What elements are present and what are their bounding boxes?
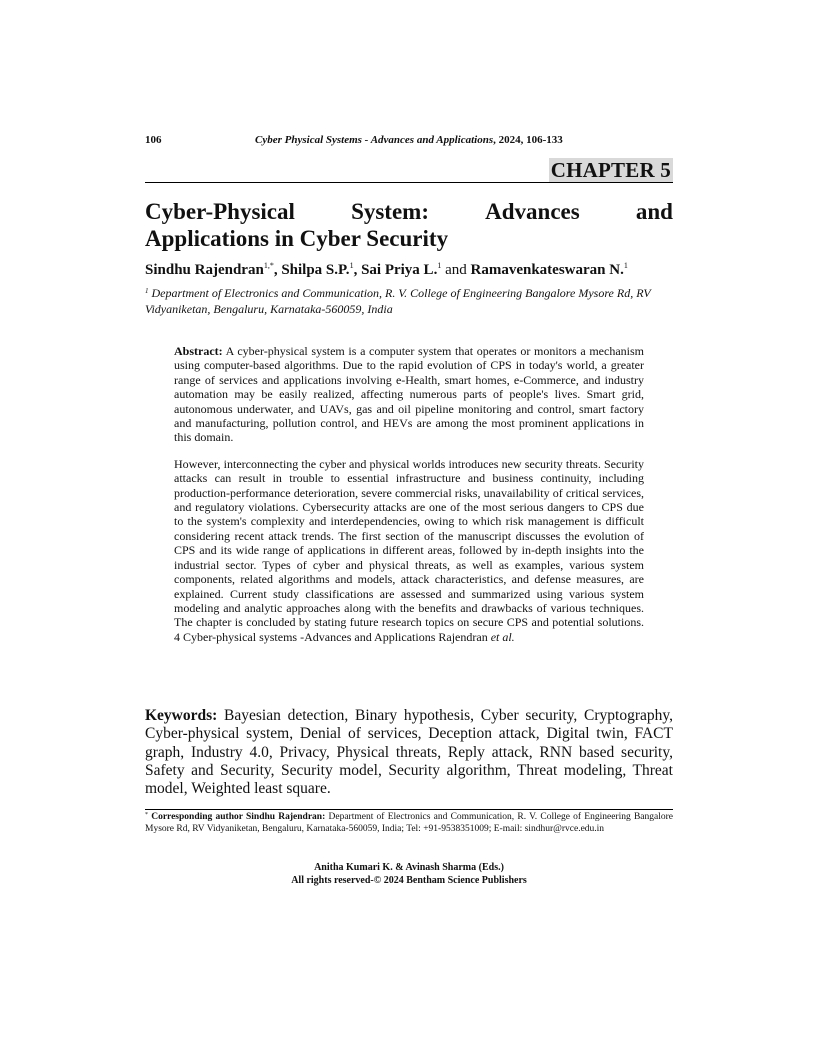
affiliation-mark: 1 — [145, 287, 149, 295]
author-name: Sai Priya L. — [361, 262, 438, 278]
abstract — [174, 344, 644, 644]
journal-title: Cyber Physical Systems - Advances and Applications — [255, 134, 494, 146]
author-name: Shilpa S.P. — [281, 262, 350, 278]
editors-line: Anitha Kumari K. & Avinash Sharma (Eds.) — [314, 862, 504, 873]
chapter-title — [145, 198, 673, 252]
publisher-info — [145, 862, 673, 887]
abstract-text: A cyber-physical system is a computer system that operates or monitors a mechanism using computer-based algorithms. Due to the rapid evolution of CPS in today's world, a greater range of services and applications involving e-Health, smart homes, e-Commerce, and industry automation may be easily realized, affecting numerous parts of people's lives. Smart grid, autonomous underwater, and UAVs, gas and oil pipeline monitoring and control, smart factory and manufacturing, pollution control, and HEVs are among the most prominent applications in this domain. — [174, 344, 644, 445]
corresponding-author-footnote — [145, 812, 673, 836]
abstract-paragraph-2 — [174, 457, 644, 644]
abstract-paragraph-1 — [174, 344, 644, 445]
author-separator: and — [441, 262, 471, 278]
title-line-2: Applications in Cyber Security — [145, 226, 449, 251]
author-list — [145, 261, 673, 279]
author-separator: , — [353, 262, 362, 278]
title-word: and — [635, 199, 673, 224]
author-name: Sindhu Rajendran — [145, 262, 264, 278]
chapter-label: CHAPTER 5 — [550, 158, 671, 182]
keywords-text: Bayesian detection, Binary hypothesis, Cyber security, Cryptography, Cyber-physical system, Denial of services, Deception attack, Digital twin, FACT graph, Industry 4.0, Privacy, Physical threats, Reply attack, RNN based security, Safety and Security, Security model, Security algorithm, Threat modeling, Threat model, Weighted least square. — [145, 707, 673, 798]
affiliation-text: Department of Electronics and Communication, R. V. College of Engineering Bangalore Mysore Rd, RV Vidyaniketan, Bengaluru, Karnataka-560059, India — [145, 286, 651, 316]
abstract-italic-text: et al. — [490, 629, 515, 644]
author-affiliation-mark: 1 — [349, 261, 354, 270]
page-number: 106 — [145, 134, 162, 146]
chapter-divider — [145, 182, 673, 183]
title-word: System: — [351, 199, 429, 224]
affiliation — [145, 285, 673, 317]
journal-details: , 2024, 106-133 — [493, 134, 563, 146]
footnote-divider — [145, 809, 673, 810]
author-name: Ramavenkateswaran N. — [470, 262, 624, 278]
footnote-mark: * — [145, 812, 148, 818]
footnote-label: Corresponding author Sindhu Rajendran: — [148, 812, 326, 822]
keywords — [145, 707, 673, 798]
author-affiliation-mark: 1 — [623, 261, 628, 270]
title-line-1 — [145, 198, 673, 225]
title-word: Cyber-Physical — [145, 199, 295, 224]
abstract-label: Abstract: — [174, 344, 223, 358]
author-separator: , — [273, 262, 282, 278]
journal-citation — [255, 133, 563, 147]
keywords-label: Keywords: — [145, 707, 218, 724]
footnote-text: Department of Electronics and Communication, R. V. College of Engineering Bangalore Mysore Rd, RV Vidyaniketan, Bengaluru, Karnataka-560059, India; Tel: +91-9538351009; E-mail: sindhur@rvce.edu.in — [145, 812, 673, 834]
title-word: Advances — [485, 199, 580, 224]
abstract-text: However, interconnecting the cyber and physical worlds introduces new security threats. Security attacks can result in trouble to essential infrastructure and business continuity, including production-performance deterioration, severe commercial risks, unavailability of critical services, and regulatory violations. Cybersecurity attacks are one of the most serious dangers to CPS due to the system's complexity and interdependencies, owing to which risk management is difficult considering recent attack trends. The first section of the manuscript discusses the evolution of CPS and its wide range of applications in different areas, followed by in-depth insights into the industrial sector. Types of cyber and physical threats, as well as examples, various system components, related algorithms and models, attack characteristics, and defense measures, are explained. Current study classifications are assessed and summarized using various system modeling and analytic approaches along with the benefits and drawbacks of various techniques. The chapter is concluded by stating future research topics on secure CPS and potential solutions. 4 Cyber-physical systems -Advances and Applications Rajendran — [174, 456, 644, 644]
author-affiliation-mark: 1,* — [263, 261, 274, 270]
author-affiliation-mark: 1 — [437, 261, 442, 270]
rights-line: All rights reserved-© 2024 Bentham Science Publishers — [291, 874, 527, 886]
